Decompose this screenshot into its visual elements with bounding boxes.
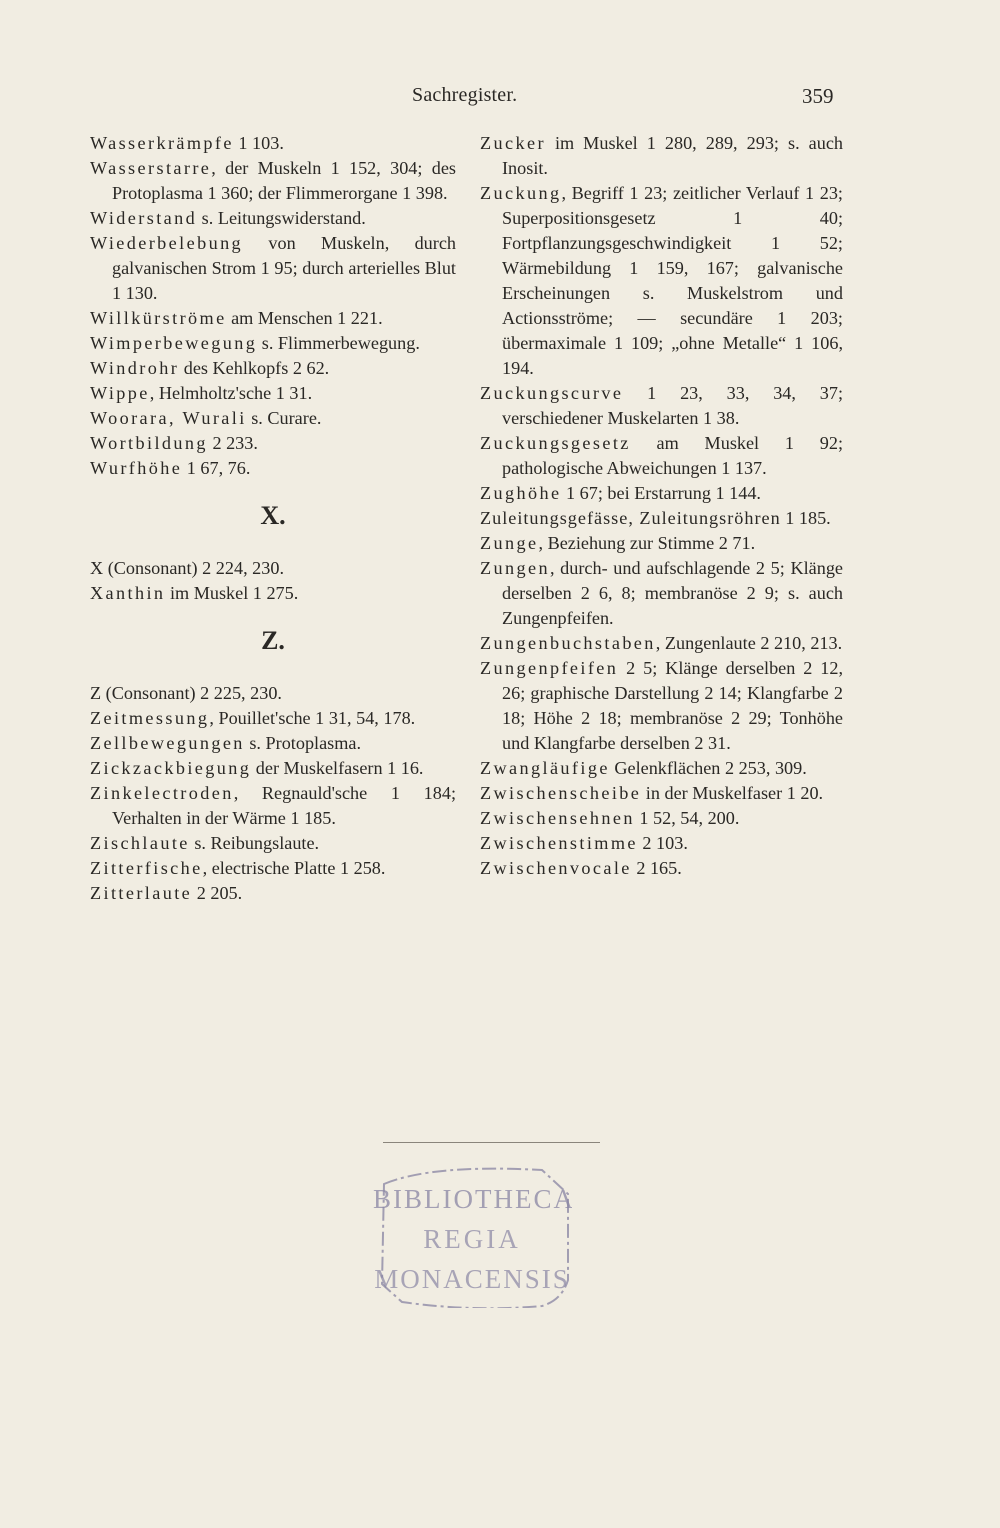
index-entry: [90, 856, 456, 881]
index-entry: [480, 506, 843, 531]
index-entry: [90, 881, 456, 906]
entry-text: im Muskel 1 275.: [165, 583, 299, 603]
entry-keyword: Zucker: [480, 133, 546, 153]
entry-text: 2 233.: [207, 433, 258, 453]
entry-text: 1 185.: [780, 508, 831, 528]
entry-text: 1 67; bei Erstarrung 1 144.: [561, 483, 761, 503]
index-entry: [480, 631, 843, 656]
index-entry: [480, 381, 843, 431]
entry-keyword: Windrohr: [90, 358, 180, 378]
index-entry: [480, 431, 843, 481]
entry-text: (Consonant) 2 224, 230.: [103, 558, 284, 578]
entry-keyword: Zwischenvocale: [480, 858, 632, 878]
entry-keyword: Zuleitungsgefässe, Zuleitungsröhren: [480, 508, 781, 528]
entry-text: der Muskelfasern 1 16.: [251, 758, 424, 778]
entry-text: am Muskel 1 92; pathologische Abweichungen 1 137.: [502, 433, 843, 478]
entry-text: 2 165.: [631, 858, 682, 878]
index-entry: [90, 406, 456, 431]
entry-text: 1 23, 33, 34, 37; verschiedener Muskelarten 1 38.: [502, 383, 843, 428]
entry-keyword: X: [90, 558, 104, 578]
entry-text: Gelenkflächen 2 253, 309.: [609, 758, 807, 778]
entry-text: am Menschen 1 221.: [226, 308, 383, 328]
index-entry: [90, 456, 456, 481]
entry-text: 1 103.: [233, 133, 284, 153]
entry-text: 2 103.: [637, 833, 688, 853]
index-entry: [480, 531, 843, 556]
entry-text: s. Reibungslaute.: [189, 833, 320, 853]
index-entry: [90, 156, 456, 206]
entry-keyword: Zungenbuchstaben: [480, 633, 656, 653]
entry-text: , Beziehung zur Stimme 2 71.: [538, 533, 756, 553]
page-number: 359: [802, 84, 834, 108]
entry-keyword: Xanthin: [90, 583, 166, 603]
entry-keyword: Wortbildung: [90, 433, 208, 453]
right-column: [480, 131, 843, 881]
entry-text: im Muskel 1 280, 289, 293; s. auch Inosit.: [502, 133, 843, 178]
entry-keyword: Zickzackbiegung: [90, 758, 252, 778]
index-entry: [480, 656, 843, 756]
index-entry: [90, 731, 456, 756]
entry-keyword: Zwischensehnen: [480, 808, 635, 828]
entry-keyword: Zellbewegungen: [90, 733, 245, 753]
index-entry: [90, 756, 456, 781]
entry-keyword: Widerstand: [90, 208, 198, 228]
entry-text: , Helmholtz'sche 1 31.: [149, 383, 313, 403]
entry-keyword: Zitterfische: [90, 858, 203, 878]
entry-keyword: Zunge: [480, 533, 539, 553]
index-entry: [480, 131, 843, 181]
entry-text: s. Leitungswiderstand.: [197, 208, 366, 228]
entry-keyword: Zungenpfeifen: [480, 658, 619, 678]
entry-text: s. Protoplasma.: [244, 733, 362, 753]
index-entry: [90, 231, 456, 306]
entry-keyword: Wimperbewegung: [90, 333, 258, 353]
entry-text: , Pouillet'sche 1 31, 54, 178.: [209, 708, 416, 728]
index-entry: [480, 556, 843, 631]
index-entry: [480, 856, 843, 881]
entry-text: , Begriff 1 23; zeitlicher Verlauf 1 23; Superpositionsgesetz 1 40; Fortpflanzungsgeschwindigkeit 1 52; Wärmebildung 1 159, 167; galvanische Erscheinungen s. Muskelstrom und Actionsströme; — secundäre 1 203; übermaximale 1 109; „ohne Metalle“ 1 106, 194.: [502, 183, 843, 378]
index-entry: [480, 806, 843, 831]
entry-text: , durch- und aufschlagende 2 5; Klänge derselben 2 6, 8; membranöse 2 9; s. auch Zungenpfeifen.: [502, 558, 843, 628]
index-entry: [480, 481, 843, 506]
library-stamp: [372, 1162, 572, 1308]
index-entry: [480, 181, 843, 381]
section-heading-z: Z.: [261, 626, 285, 655]
entry-text: 1 67, 76.: [182, 458, 251, 478]
running-title: Sachregister.: [412, 84, 518, 106]
entry-text: , der Muskeln 1 152, 304; des Protoplasma 1 360; der Flimmerorgane 1 398.: [112, 158, 456, 203]
entry-keyword: Zughöhe: [480, 483, 562, 503]
entry-keyword: Wurfhöhe: [90, 458, 183, 478]
index-entry: [480, 756, 843, 781]
index-entry: [90, 556, 456, 581]
index-entry: [90, 706, 456, 731]
entry-keyword: Woorara, Wurali: [90, 408, 247, 428]
entry-keyword: Wasserkrämpfe: [90, 133, 234, 153]
index-entry: [90, 356, 456, 381]
entry-keyword: Wiederbelebung: [90, 233, 244, 253]
end-rule: [383, 1142, 600, 1143]
entry-keyword: Zungen: [480, 558, 550, 578]
index-entry: [90, 381, 456, 406]
entry-text: 1 52, 54, 200.: [634, 808, 740, 828]
index-entry: [90, 581, 456, 606]
entry-text: des Kehlkopfs 2 62.: [179, 358, 330, 378]
index-entry: [90, 431, 456, 456]
entry-text: s. Flimmerbewegung.: [257, 333, 420, 353]
entry-keyword: Wippe: [90, 383, 150, 403]
index-entry: [90, 206, 456, 231]
entry-text: , Zungenlaute 2 210, 213.: [655, 633, 843, 653]
stamp-line-1: BIBLIOTHECA: [373, 1184, 572, 1214]
entry-text: 2 5; Klänge derselben 2 12, 26; graphische Darstellung 2 14; Klangfarbe 2 18; Höhe 2 18; membranöse 2 29; Tonhöhe und Klangfarbe derselben 2 31.: [502, 658, 843, 753]
index-entry: [90, 306, 456, 331]
entry-text: 2 205.: [192, 883, 243, 903]
entry-keyword: Z: [90, 683, 102, 703]
entry-keyword: Wasserstarre: [90, 158, 212, 178]
entry-keyword: Zuckungsgesetz: [480, 433, 631, 453]
entry-keyword: Zuckungscurve: [480, 383, 624, 403]
index-entry: [90, 831, 456, 856]
entries-w: [90, 131, 456, 481]
left-column: [90, 131, 456, 906]
entry-text: , electrische Platte 1 258.: [202, 858, 386, 878]
entries-z: [90, 681, 456, 906]
entry-text: s. Curare.: [246, 408, 322, 428]
index-entry: [90, 781, 456, 831]
entries-x: [90, 556, 456, 606]
entry-keyword: Zitterlaute: [90, 883, 193, 903]
entry-text: (Consonant) 2 225, 230.: [101, 683, 282, 703]
index-entry: [90, 681, 456, 706]
entry-keyword: Zinkelectroden: [90, 783, 234, 803]
entry-keyword: Zwischenstimme: [480, 833, 638, 853]
entry-keyword: Zwischenscheibe: [480, 783, 642, 803]
stamp-line-2: REGIA: [423, 1224, 521, 1254]
index-entry: [480, 831, 843, 856]
index-entry: [90, 131, 456, 156]
entry-text: in der Muskelfaser 1 20.: [641, 783, 824, 803]
entry-keyword: Willkürströme: [90, 308, 227, 328]
entry-keyword: Zwangläufige: [480, 758, 610, 778]
index-entry: [90, 331, 456, 356]
entry-keyword: Zischlaute: [90, 833, 190, 853]
entry-keyword: Zuckung: [480, 183, 562, 203]
entry-text: von Muskeln, durch galvanischen Strom 1 95; durch arterielles Blut 1 130.: [112, 233, 456, 303]
page-header: [0, 84, 1000, 114]
entry-text: , Regnauld'sche 1 184; Verhalten in der Wärme 1 185.: [112, 783, 456, 828]
section-heading-x: X.: [260, 501, 286, 530]
stamp-line-3: MONACENSIS: [374, 1264, 570, 1294]
index-entry: [480, 781, 843, 806]
entry-keyword: Zeitmessung: [90, 708, 210, 728]
